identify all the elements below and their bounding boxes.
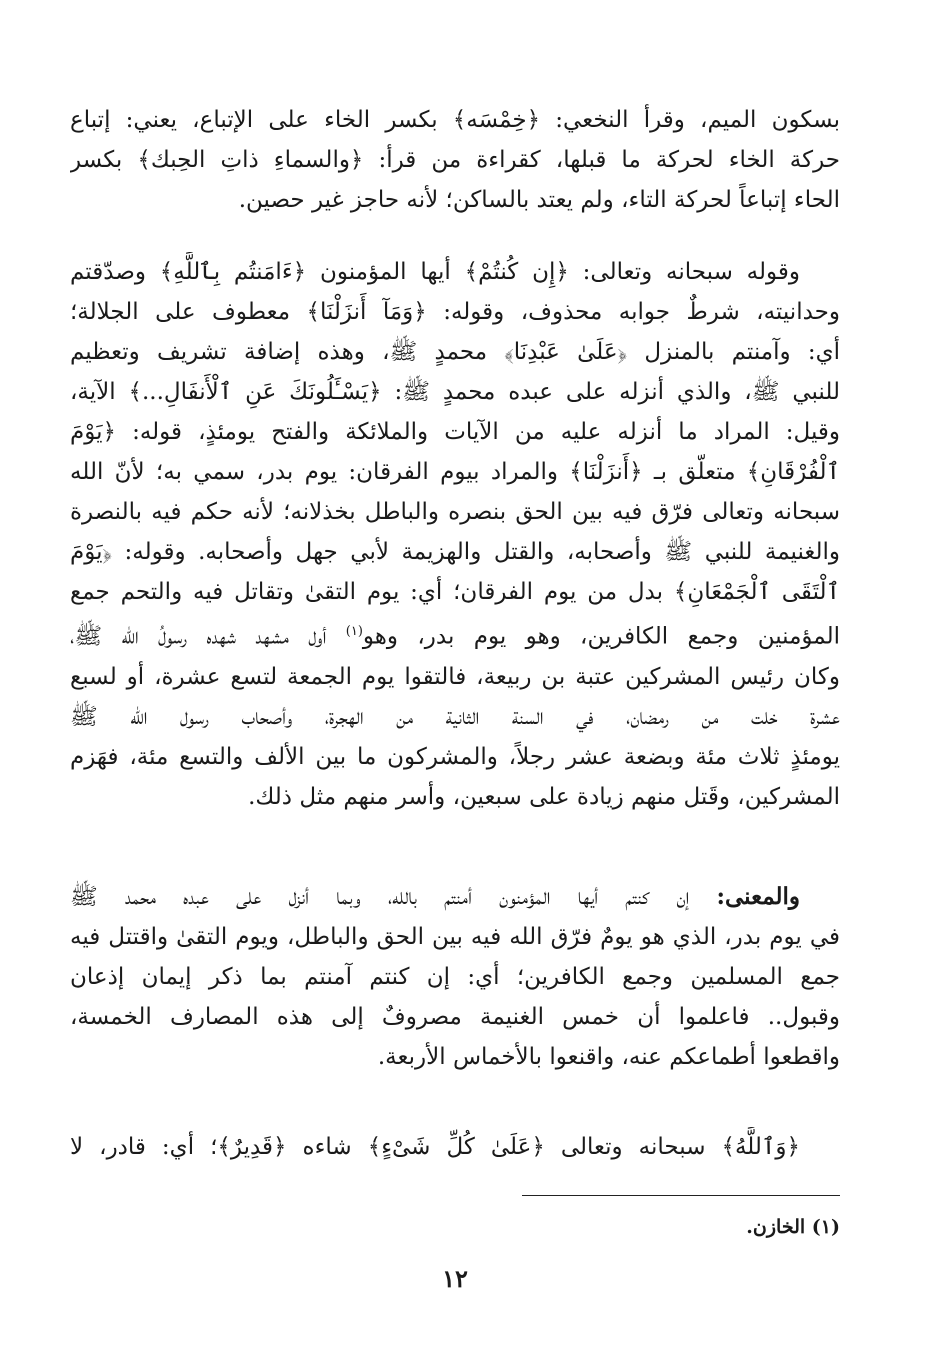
text-line: الحاء إتباعاً لحركة التاء، ولم يعتد بالساكن؛ لأنه حاجز غير حصين. [238, 187, 840, 213]
text-segment: أول مشهد شهده رسولُ الله ﷺ، [70, 623, 327, 650]
text-line: وكان رئيس المشركين عتبة بن ربيعة، فالتقوا يوم الجمعة لتسع عشرة، أو لسبع [70, 663, 840, 690]
paragraph-2 [70, 252, 840, 817]
text-line: وحدانيته، شرطٌ جوابه محذوف، وقوله: ﴿وَمَآ أَنزَلْنَا﴾ معطوف على الجلالة؛ [70, 299, 840, 325]
text-line: وقيل: المراد ما أنزله عليه من الآيات والملائكة والفتح يومئذٍ، قوله: ﴿يَوْمَ [70, 419, 840, 445]
text-segment: المؤمنين وجمع الكافرين، وهو يوم بدر، وهو [362, 623, 840, 650]
text-line: واقطعوا أطماعكم عنه، واقنعوا بالأخماس الأربعة. [377, 1044, 840, 1070]
footnote-reference[interactable]: (١) [345, 624, 363, 639]
text-line: أي: وآمنتم بالمنزل ﴿عَلَىٰ عَبْدِنَا﴾ محمدٍ ﷺ، وهذه إضافة تشريف وتعظيم [70, 339, 840, 365]
text-line: المشركين، وقَتل منهم زيادة على سبعين، وأسر منهم مثل ذلك. [248, 783, 840, 810]
text-line-with-footnote [70, 612, 840, 657]
text-line: بسكون الميم، وقرأ النخعي: ﴿خِمْسَه﴾ بكسر الخاء على الإتباع، يعني: إتباع [70, 107, 840, 133]
text-line: يومئذٍ ثلاث مئة وبضعة عشر رجلاً، والمشركون ما بين الألف والتسع مئة، فهَزم [70, 743, 840, 770]
paragraph-1 [70, 100, 840, 220]
text-line: حركة الخاء لحركة ما قبلها، كقراءة من قرأ: ﴿والسماءِ ذاتِ الحِبك﴾ بكسر [70, 147, 840, 173]
text-line: وقوله سبحانه وتعالى: ﴿إِن كُنتُمْ﴾ أيها المؤمنون ﴿ءَامَنتُم بِٱللَّهِ﴾ وصدّقتم [70, 259, 800, 285]
footnote-divider [522, 1195, 840, 1196]
text-line: ٱلْتَقَى ٱلْجَمْعَانِ﴾ بدل من يوم الفرقان؛ أي: يوم التقىٰ وتقاتل فيه والتحم جمع [70, 579, 840, 605]
text-line: عشرة خلت من رمضان، في السنة الثانية من الهجرة، وأصحاب رسول الله ﷺ [70, 703, 840, 730]
text-line: وقبول.. فاعلموا أن خمس الغنيمة مصروفٌ إلى هذه المصارف الخمسة، [70, 1004, 840, 1030]
text-line: والغنيمة للنبي ﷺ وأصحابه، والقتل والهزيمة لأبي جهل وأصحابه. وقوله: ﴿يَوْمَ [70, 539, 840, 565]
footnote: (١) الخازن. [746, 1216, 840, 1238]
text-line: جمع المسلمين وجمع الكافرين؛ أي: إن كنتم آمنتم بما ذكر إيمان إذعان [70, 964, 840, 990]
text-line: ٱلْفُرْقَانِ﴾ متعلّق بـ ﴿أَنزَلْنَا﴾ والمراد بيوم الفرقان: يوم بدر، سمي به؛ لأنّ الله [70, 459, 840, 485]
document-page [70, 92, 840, 1293]
meaning-heading: والمعنى: [716, 883, 801, 910]
text-line: في يوم بدر، الذي هو يومٌ فرّق الله فيه بين الحق والباطل، ويوم التقىٰ واقتتل فيه [70, 924, 840, 950]
paragraph-4 [70, 1127, 840, 1167]
text-segment: إن كنتم أيها المؤمنون أمنتم بالله، وبما أنزل على عبده محمد ﷺ [70, 884, 690, 910]
text-line: ﴿وَٱللَّهُ﴾ سبحانه وتعالى ﴿عَلَىٰ كُلِّ شَىْءٍ﴾ شاءه ﴿قَدِيرٌ﴾؛ أي: قادر، لا [70, 1134, 800, 1160]
text-line [70, 877, 840, 917]
text-line: سبحانه وتعالى فرّق فيه بين الحق بنصره والباطل بخذلانه؛ لأنه حكم فيه بالنصرة [70, 499, 840, 525]
page-number: ١٢ [442, 1264, 468, 1293]
paragraph-3 [70, 877, 840, 1077]
text-line: للنبي ﷺ، والذي أنزله على عبده محمدٍ ﷺ: ﴿يَسْـَٔلُونَكَ عَنِ ٱلْأَنفَالِ...﴾ الآية، [70, 379, 840, 405]
